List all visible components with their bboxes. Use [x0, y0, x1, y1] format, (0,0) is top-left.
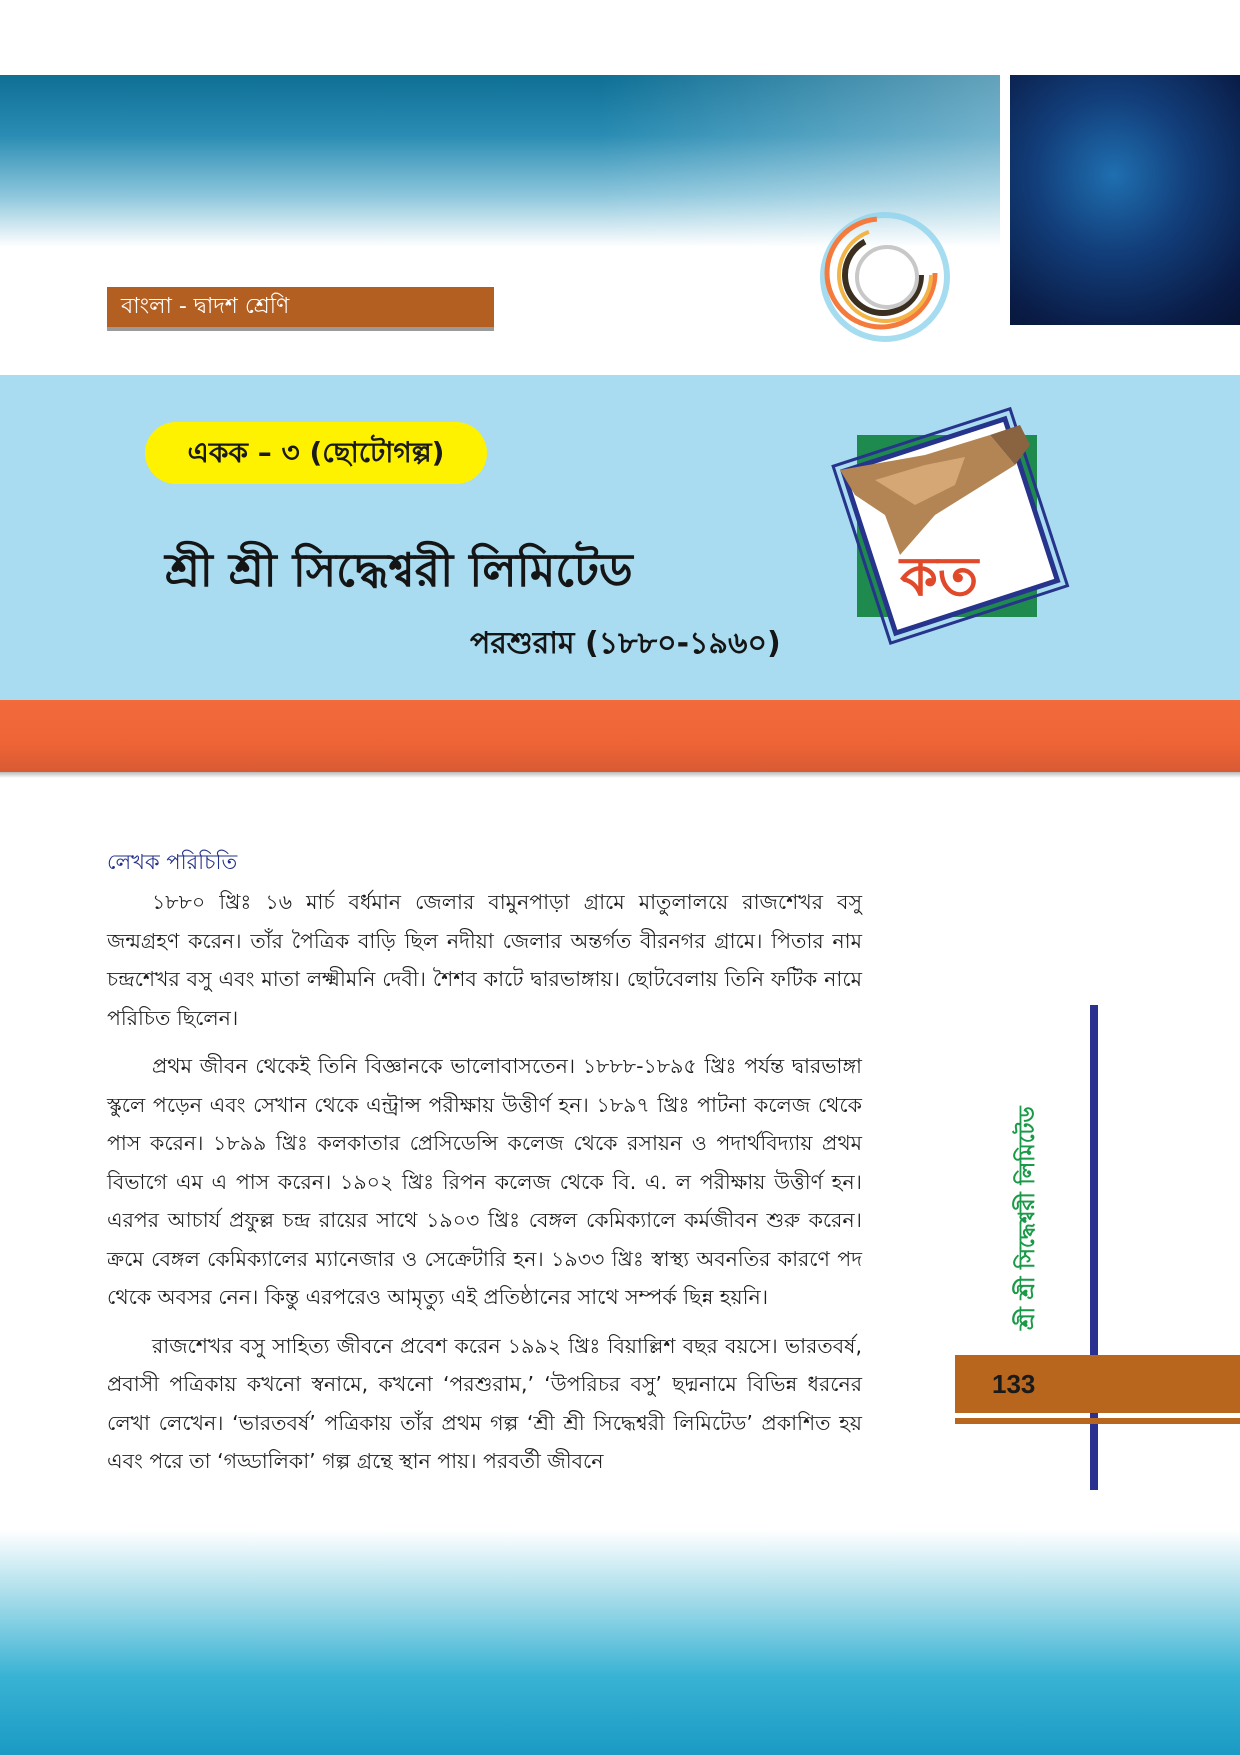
bottom-gradient-band: [0, 1530, 1240, 1755]
corner-decoration: [1010, 75, 1240, 325]
paragraph-1: ১৮৮০ খ্রিঃ ১৬ মার্চ বর্ধমান জেলার বামুনপাড়া গ্রামে মাতুলালয়ে রাজশেখর বসু জন্মগ্রহণ করেন। তাঁর পৈত্রিক বাড়ি ছিল নদীয়া জেলার অন্তর্গত বীরনগর গ্রামে। পিতার নাম চন্দ্রশেখর বসু এবং মাতা লক্ষ্মীমনি দেবী। শৈশব কাটে দ্বারভাঙ্গায়। ছোটবেলায় তিনি ফটিক নামে পরিচিত ছিলেন।: [107, 890, 862, 1030]
emblem-letters: কত: [900, 545, 979, 608]
section-heading: লেখক পরিচিতি: [107, 850, 238, 874]
author-line: পরশুরাম (১৮৮০-১৯৬০): [470, 626, 781, 661]
orange-band-shadow: [0, 772, 1240, 778]
story-title: শ্রী শ্রী সিদ্ধেশ্বরী লিমিটেড: [165, 543, 633, 597]
running-title: শ্রী শ্রী সিদ্ধেশ্বরী লিমিটেড: [1015, 1106, 1040, 1330]
paragraph-2: প্রথম জীবন থেকেই তিনি বিজ্ঞানকে ভালোবাসতেন। ১৮৮৮-১৮৯৫ খ্রিঃ পর্যন্ত দ্বারভাঙ্গা স্কুলে পড়েন এবং সেখান থেকে এন্ট্রান্স পরীক্ষায় উত্তীর্ণ হন। ১৮৯৭ খ্রিঃ পাটনা কলেজ থেকে পাস করেন। ১৮৯৯ খ্রিঃ কলকাতার প্রেসিডেন্সি কলেজ থেকে রসায়ন ও পদার্থবিদ্যায় প্রথম বিভাগে এম এ পাস করেন। ১৯০২ খ্রিঃ রিপন কলেজ থেকে বি. এ. ল পরীক্ষায় উত্তীর্ণ হন। এরপর আচার্য প্রফুল্ল চন্দ্র রায়ের সাথে ১৯০৩ খ্রিঃ বেঙ্গল কেমিক্যালে কর্মজীবন শুরু করেন। ক্রমে বেঙ্গল কেমিক্যালের ম্যানেজার ও সেক্রেটারি হন। ১৯৩৩ খ্রিঃ স্বাস্থ্য অবনতির কারণে পদ থেকে অবসর নেন। কিন্তু এরপরেও আমৃত্যু এই প্রতিষ্ঠানের সাথে সম্পর্ক ছিন্ন হয়নি।: [107, 1054, 862, 1309]
unit-label: একক – ৩ (ছোটোগল্প): [145, 422, 487, 484]
class-label: বাংলা - দ্বাদশ শ্রেণি: [107, 287, 494, 327]
orange-divider-band: [0, 700, 1240, 772]
page-number: 133: [992, 1369, 1036, 1399]
paragraph-3: রাজশেখর বসু সাহিত্য জীবনে প্রবেশ করেন ১৯৯২ খ্রিঃ বিয়াল্লিশ বছর বয়সে। ভারতবর্ষ, প্রবাসী পত্রিকায় কখনো স্বনামে, কখনো ‘পরশুরাম,’ ‘উপরিচর বসু’ ছদ্মনামে বিভিন্ন ধরনের লেখা লেখেন। ‘ভারতবর্ষ’ পত্রিকায় তাঁর প্রথম গল্প ‘শ্রী শ্রী সিদ্ধেশ্বরী লিমিটেড’ প্রকাশিত হয় এবং পরে তা ‘গড্ডালিকা’ গল্প গ্রন্থে স্থান পায়। পরবর্তী জীবনে: [107, 1333, 862, 1473]
author-intro-section: [107, 845, 862, 1491]
page-number-stripe: [955, 1418, 1240, 1424]
eagle-emblem-icon: [815, 395, 1075, 655]
rings-logo-icon: [815, 205, 955, 345]
